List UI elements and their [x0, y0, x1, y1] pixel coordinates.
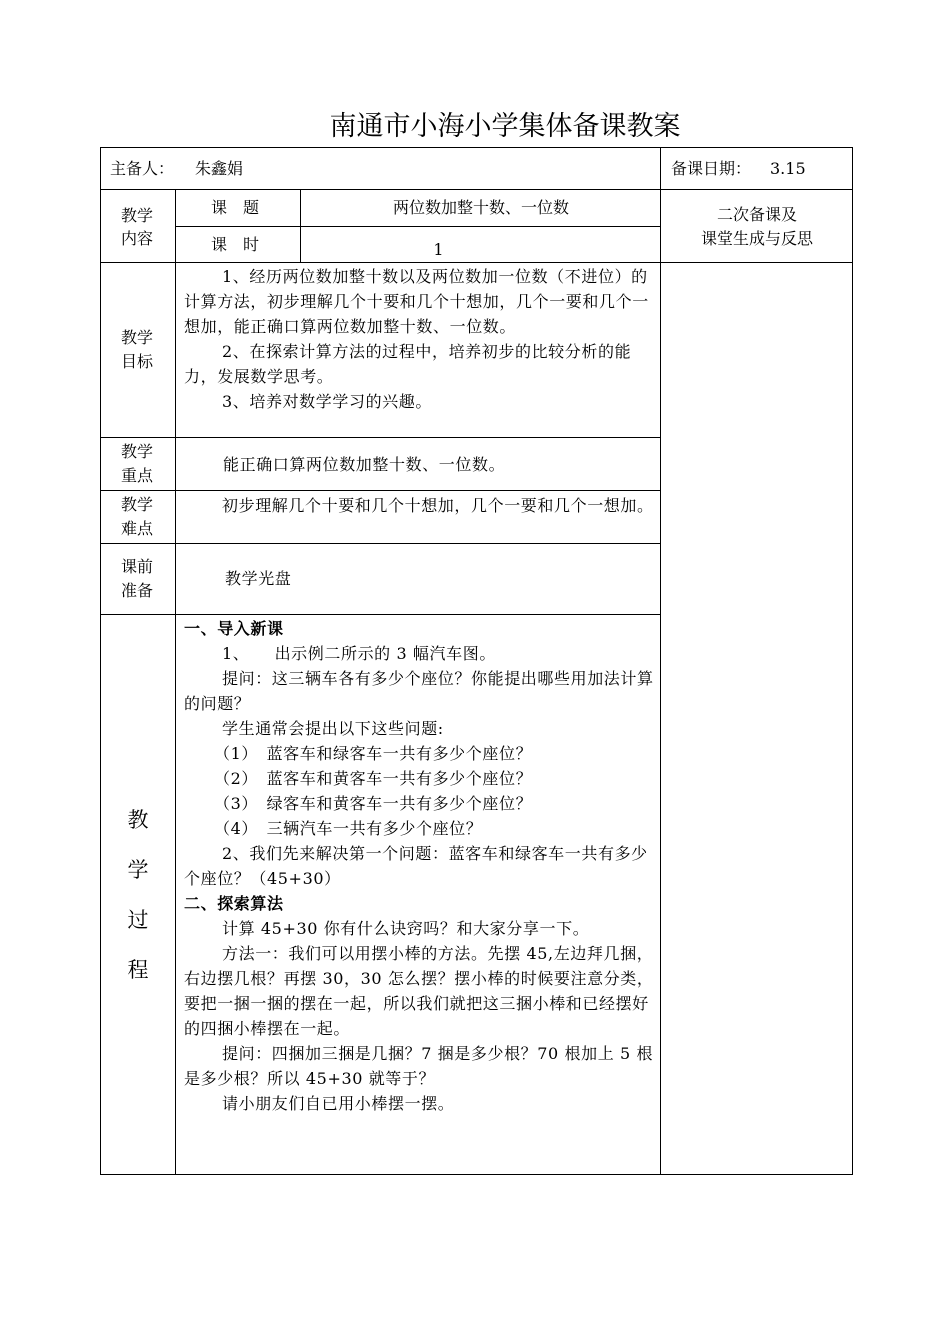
topic-label: 课 题 [211, 198, 260, 217]
keypoints-label-1: 教学 [121, 442, 154, 461]
preparation-label-1: 课前 [121, 557, 154, 576]
process-label-char: 教 [127, 808, 149, 832]
rule-goals-bottom [100, 437, 661, 438]
process-label-char: 学 [127, 858, 149, 882]
hours-label: 课 时 [211, 235, 260, 254]
rule-keypoints-bottom [100, 490, 661, 491]
preparer-label: 主备人： [110, 159, 175, 178]
goals-label-1: 教学 [121, 328, 154, 347]
section-title-explore: 二、探索算法 [184, 894, 284, 913]
question-item: （4） 三辆汽车一共有多少个座位？ [214, 819, 483, 838]
rule-header-bottom [100, 189, 853, 190]
difficulties-text-box [184, 493, 654, 518]
process-line: 请小朋友们自已用小棒摆一摆。 [222, 1094, 455, 1113]
date-label: 备课日期： [671, 159, 752, 178]
content-label-1: 教学 [121, 206, 154, 225]
content-label-2: 内容 [121, 229, 154, 248]
preparer-name: 朱鑫娟 [195, 159, 244, 178]
date-value: 3.15 [770, 159, 806, 178]
goal-3: 3、培养对数学学习的兴趣。 [222, 392, 432, 411]
difficulties-label-1: 教学 [121, 495, 154, 514]
question-item: （1） 蓝客车和绿客车一共有多少个座位？ [214, 744, 533, 763]
process-line: 2、我们先来解决第一个问题：蓝客车和绿客车一共有多少个座位？（45+30） [184, 844, 648, 888]
goal-1: 1、经历两位数加整十数以及两位数加一位数（不进位）的计算方法，初步理解几个十要和几个十想加，几个一要和几个一想加，能正确口算两位数加整十数、一位数。 [184, 267, 649, 336]
process-text [184, 616, 654, 1116]
rule-preparation-bottom [100, 614, 661, 615]
process-label [101, 795, 175, 995]
process-line: 方法一：我们可以用摆小棒的方法。先摆 45,左边拜几捆，右边摆几根？再摆 30，30 怎么摆？摆小棒的时候要注意分类，要把一捆一捆的摆在一起，所以我们就把这三捆小棒和已经摆好的四捆小棒摆在一起。 [184, 944, 654, 1038]
goal-2: 2、在探索计算方法的过程中，培养初步的比较分析的能力，发展数学思考。 [184, 342, 632, 386]
preparation-text: 教学光盘 [225, 569, 292, 588]
process-line: 提问：四捆加三捆是几捆？7 捆是多少根？70 根加上 5 根是多少根？所以 45+30 就等于？ [184, 1044, 654, 1088]
goals-label-2: 目标 [121, 352, 154, 371]
difficulties-text: 初步理解几个十要和几个十想加，几个一要和几个一想加。 [222, 496, 654, 515]
rule-label-column [175, 189, 176, 1175]
goals-text [184, 264, 654, 414]
process-line: 1、 出示例二所示的 3 幅汽车图。 [222, 644, 496, 663]
keypoints-label-2: 重点 [121, 466, 154, 485]
rule-topic-bottom [175, 226, 661, 227]
rule-content-bottom [100, 262, 853, 263]
question-item: （2） 蓝客车和黄客车一共有多少个座位？ [214, 769, 533, 788]
process-label-char: 过 [127, 908, 149, 932]
process-line: 计算 45+30 你有什么诀窍吗？和大家分享一下。 [222, 919, 590, 938]
process-label-char: 程 [127, 958, 149, 982]
difficulties-label-2: 难点 [121, 519, 154, 538]
reflection-heading-2: 课堂生成与反思 [700, 229, 813, 248]
keypoints-text: 能正确口算两位数加整十数、一位数。 [223, 455, 506, 474]
hours-value: 1 [433, 240, 444, 259]
reflection-heading-1: 二次备课及 [716, 205, 797, 224]
process-line: 学生通常会提出以下这些问题: [222, 719, 444, 738]
section-title-intro: 一、导入新课 [184, 619, 284, 638]
rule-reflection-column [660, 147, 661, 1175]
page-title: 南通市小海小学集体备课教案 [329, 111, 681, 142]
process-line: 提问：这三辆车各有多少个座位？你能提出哪些用加法计算的问题？ [184, 669, 654, 713]
topic-value: 两位数加整十数、一位数 [392, 198, 569, 217]
preparation-label-2: 准备 [121, 581, 154, 600]
rule-difficulties-bottom [100, 543, 661, 544]
question-item: （3） 绿客车和黄客车一共有多少个座位？ [214, 794, 533, 813]
